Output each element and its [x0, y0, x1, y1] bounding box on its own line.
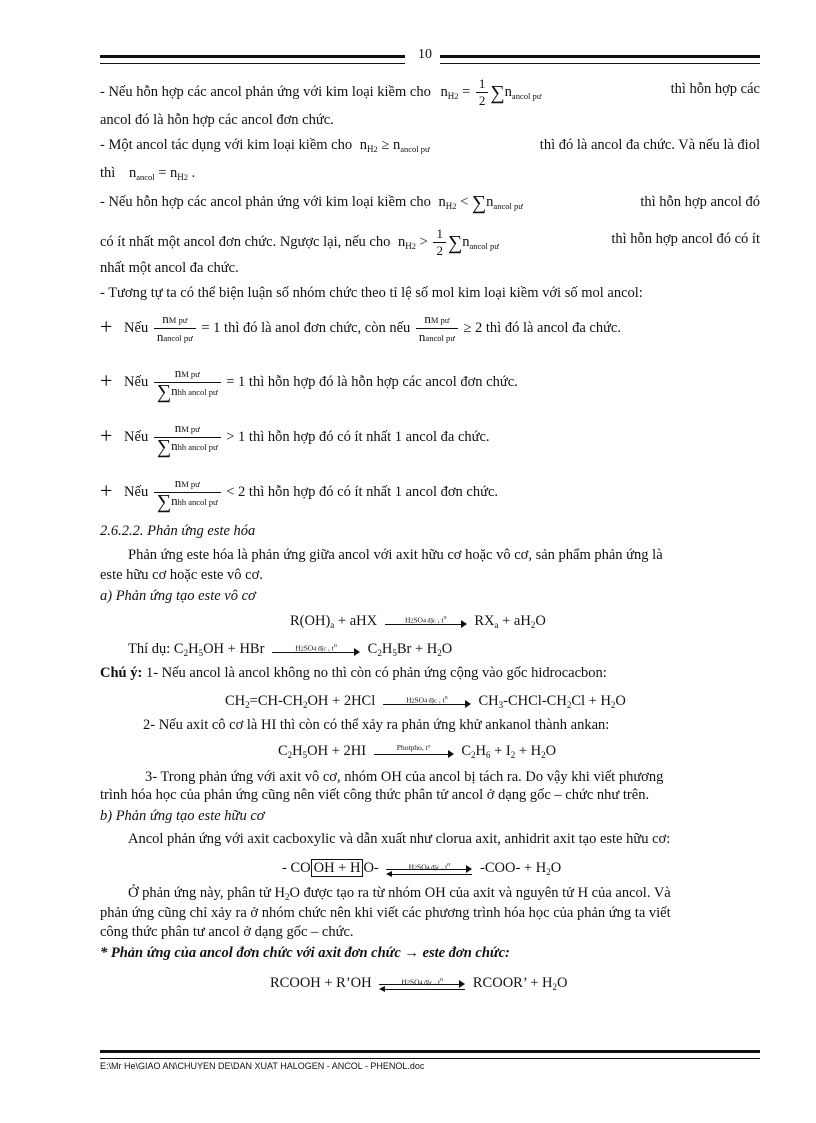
formula-nh2-lt-sum: $n_{H2} < \sum n_{ancol pư}$: [438, 192, 523, 214]
section-heading: 2.6.2.2. Phản ứng este hóa: [100, 523, 256, 539]
ratio-m-ancol-2: $\frac{\text{nM pư}}{\text{nancol pư}}$: [416, 311, 458, 346]
plus-icon: +: [100, 423, 113, 448]
plus-icon: +: [100, 368, 113, 393]
ratio-m-hh: $\frac{\text{nM pư}}{\text{∑nhh ancol pư}}$: [154, 365, 221, 400]
highlight-box: OH + H: [311, 859, 364, 877]
paragraph-3-line-2: có ít nhất một ancol đơn chức. Ngược lại, nếu cho $n_{H2}$ > $\frac{1}{2}$ $\sum n_{ancol pư}$ thì hỗn hợp ancol đó có ít: [100, 226, 760, 258]
equation-4: $C_2H_5OH + 2HI$ Photpho, t° $C_2H_6 + I_2 + H_2O$: [278, 742, 557, 760]
section-text-1: Phản ứng este hóa là phản ứng giữa ancol với axit hữu cơ hoặc vô cơ, sản phẩm phản ứng là: [128, 547, 663, 563]
note-2: 2- Nếu axit cô cơ là HI thì còn có thể xảy ra phản ứng khử ankanol thành ankan:: [143, 717, 610, 733]
page-number: 10: [418, 47, 432, 62]
explanation-line-3: công thức phân tư ancol ở dạng gốc – chức.: [100, 924, 354, 940]
paragraph-3-line-1: - Nếu hỗn hợp các ancol phản ứng với kim loại kiềm cho $n_{H2} < \sum n_{ancol pư}$ thì hỗn hợp ancol đó: [100, 192, 760, 214]
paragraph-1-line-1: - Nếu hỗn hợp các ancol phản ứng với kim loại kiềm cho $n_{H2}$ = $\frac{1}{2}$ $\sum n_{ancol pư}$ thì hỗn hợp các: [100, 76, 760, 108]
paragraph-2-line-2: thì $n_{ancol} = n_{H2}$ .: [100, 165, 196, 182]
paragraph-2-line-1: - Một ancol tác dụng với kim loại kiềm cho $n_{H2} \ge n_{ancol pư}$ thì đó là ancol đa chức. Và nếu là điol: [100, 137, 760, 154]
reaction-arrow: H2SO4 đặc , $t^o$: [383, 695, 471, 709]
formula-nh2-half-sum: $n_{H2}$ = $\frac{1}{2}$ $\sum n_{ancol pư}$: [440, 76, 542, 108]
note-3-line-2: trình hóa học của phản ứng cũng nên viết công thức phân tử ancol ở dạng gốc – chức như trên.: [100, 787, 650, 803]
subsection-b-title: b) Phản ứng tạo este hữu cơ: [100, 808, 265, 824]
note-3-line-1: 3- Trong phản ứng với axit vô cơ, nhóm OH của ancol bị tách ra. Do vậy khi viết phương: [145, 769, 664, 785]
plus-icon: +: [100, 314, 113, 339]
bullet-3: + Nếu $\frac{\text{nM pư}}{\text{∑nhh ancol pư}}$ > 1 thì hỗn hợp đó có ít nhất 1 ancol đa chức.: [100, 420, 490, 459]
reaction-arrow: H2SO4 đặc , $t^o$: [272, 643, 360, 657]
equation-6: RCOOH + R’OH H2SO4 đặc , $t^o$ RCOOR’ + $H_2O$: [270, 975, 568, 992]
equilibrium-arrow: H2SO4 đặc , $t^o$: [386, 862, 472, 876]
footer-path: E:\Mr He\GIAO AN\CHUYEN DE\DAN XUAT HALOGEN - ANCOL - PHENOL.doc: [100, 1061, 425, 1071]
equilibrium-arrow: H2SO4 đặc , $t^o$: [379, 977, 465, 991]
plus-icon: +: [100, 478, 113, 503]
ratio-m-ancol: $\frac{\text{nM pư}}{\text{nancol pư}}$: [154, 311, 196, 346]
note-1: Chú ý: 1- Nếu ancol là ancol không no thì còn có phản ứng cộng vào gốc hidrocacbon:: [100, 665, 607, 681]
equation-3: $CH_2=CH-CH_2OH + 2HCl$ H2SO4 đặc , $t^o$ $CH_3-CHCl-CH_2Cl + H_2O$: [225, 693, 626, 710]
explanation-line-1: Ở phản ứng này, phân tử $H_2O$ được tạo ra từ nhóm OH của axit và nguyên tử H của ancol. Và: [128, 885, 671, 902]
footer-rule-left: [100, 1050, 318, 1059]
bullet-1: + Nếu $\frac{\text{nM pư}}{\text{nancol pư}}$ = 1 thì đó là anol đơn chức, còn nếu $\frac{\text{nM pư}}{\text{nancol pư}}$ ≥ 2 thì đó là ancol đa chức.: [100, 311, 621, 345]
bold-heading: * Phản ứng của ancol đơn chức với axit đơn chức → este đơn chức:: [100, 945, 510, 961]
formula-nh2-gt-half-sum: $n_{H2}$ > $\frac{1}{2}$ $\sum n_{ancol pư}$: [398, 226, 499, 258]
section-text-2: este hữu cơ hoặc este vô cơ.: [100, 567, 263, 583]
header-rule-right: [440, 55, 760, 64]
paragraph-4: - Tương tự ta có thể biện luận số nhóm chức theo tỉ lệ số mol kim loại kiềm với số mol ancol:: [100, 285, 643, 301]
ratio-m-hh: $\frac{\text{nM pư}}{\text{∑nhh ancol pư}}$: [154, 475, 221, 510]
explanation-line-2: phản ứng cũng chỉ xảy ra ở nhóm chức nên khi viết các phương trình hóa học của phản ứng ta viết: [100, 905, 671, 921]
bullet-4: + Nếu $\frac{\text{nM pư}}{\text{∑nhh ancol pư}}$ < 2 thì hỗn hợp đó có ít nhất 1 ancol đơn chức.: [100, 475, 499, 514]
equation-5: - CO OH + H O- H2SO4 đặc , $t^o$ $-COO- + H_2O$: [282, 860, 562, 877]
formula-nh2-geq: $n_{H2} \ge n_{ancol pư}$: [359, 137, 430, 154]
equation-2: Thí dụ: $C_2H_5OH$ + HBr H2SO4 đặc , $t^o$ $C_2H_5Br + H_2O$: [128, 641, 453, 658]
paragraph-3-line-3: nhất một ancol đa chức.: [100, 260, 239, 276]
footer-rule-right: [318, 1050, 760, 1059]
paragraph-1-line-2: ancol đó là hỗn hợp các ancol đơn chức.: [100, 112, 334, 128]
subsection-a-title: a) Phản ứng tạo este vô cơ: [100, 588, 256, 604]
formula-nancol-eq: $n_{ancol} = n_{H2}$ .: [128, 165, 196, 182]
subsection-b-text: Ancol phản ứng với axit cacboxylic và dẫn xuất như clorua axit, anhidrit axit tạo este hữu cơ:: [128, 831, 671, 847]
bullet-2: + Nếu $\frac{\text{nM pư}}{\text{∑nhh ancol pư}}$ = 1 thì hỗn hợp đó là hỗn hợp các ancol đơn chức.: [100, 365, 518, 404]
reaction-arrow: Photpho, t°: [374, 745, 454, 759]
reaction-arrow: H2SO4 đặc , $t^o$: [385, 615, 467, 629]
ratio-m-hh: $\frac{\text{nM pư}}{\text{∑nhh ancol pư}}$: [154, 420, 221, 455]
equation-1: $R(OH)_a$ + aHX H2SO4 đặc , $t^o$ $RX_a + aH_2O$: [290, 613, 546, 630]
header-rule-left: [100, 55, 405, 64]
